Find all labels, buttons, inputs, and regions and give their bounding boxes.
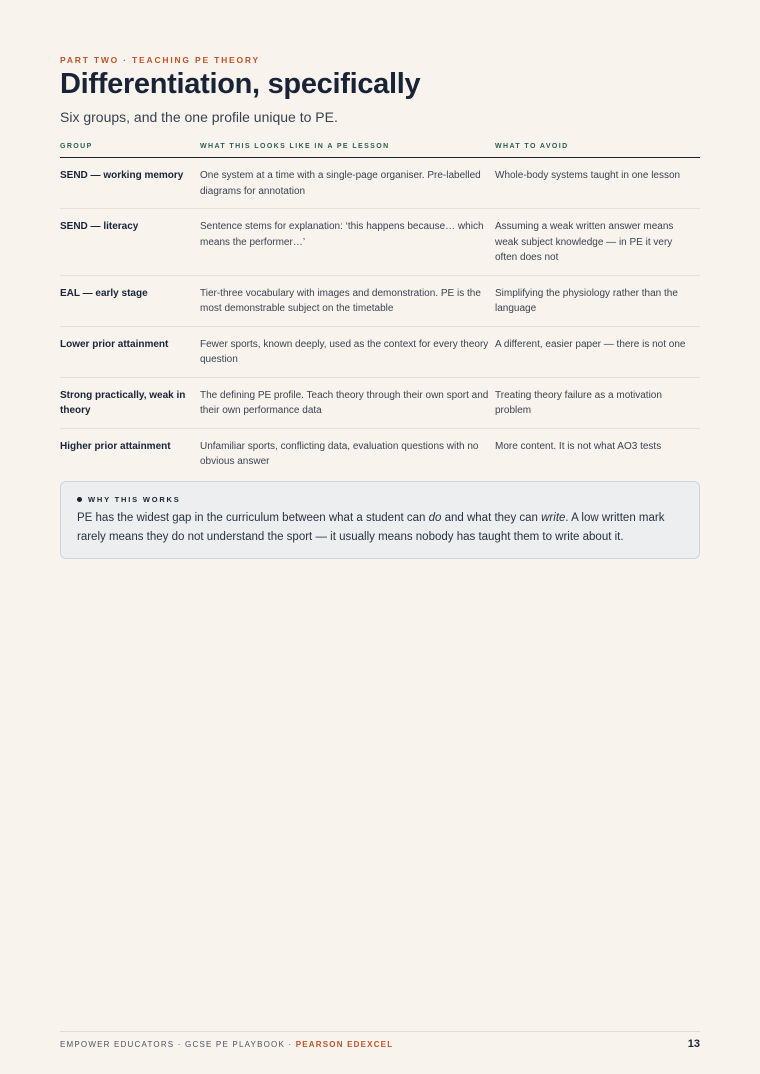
group-cell: Higher prior attainment xyxy=(60,440,171,452)
looks-like-cell: The defining PE profile. Teach theory through their own sport and their own performance data xyxy=(200,377,495,428)
page-number: 13 xyxy=(687,1038,700,1050)
table-row xyxy=(60,209,700,276)
group-cell: SEND — working memory xyxy=(60,158,200,209)
table-row xyxy=(60,377,700,428)
document-page xyxy=(60,0,700,1074)
column-header-avoid: WHAT TO AVOID xyxy=(495,143,700,158)
callout-label-text: WHY THIS WORKS xyxy=(88,495,181,504)
avoid-cell: Whole-body systems taught in one lesson xyxy=(495,158,700,209)
avoid-cell: Assuming a weak written answer means weak subject knowledge — in PE it very often does not xyxy=(495,209,700,276)
table-row xyxy=(60,428,700,479)
looks-like-cell: One system at a time with a single-page organiser. Pre-labelled diagrams for annotation xyxy=(200,158,495,209)
page-subtitle: Six groups, and the one profile unique to PE. xyxy=(60,109,338,125)
callout-text-part: . A low written mark rarely means they do not understand the sport — it usually means nobody has taught them to write about it. xyxy=(77,512,665,543)
callout-body xyxy=(77,509,683,547)
table-row xyxy=(60,326,700,377)
callout-label xyxy=(77,495,683,504)
looks-like-cell: Tier-three vocabulary with images and demonstration. PE is the most demonstrable subject on the timetable xyxy=(200,275,495,326)
column-header-group: GROUP xyxy=(60,143,200,158)
page-title: Differentiation, specifically xyxy=(60,68,421,100)
column-header-looks-like: WHAT THIS LOOKS LIKE IN A PE LESSON xyxy=(200,143,495,158)
callout-text-part: PE has the widest gap in the curriculum between what a student can xyxy=(77,512,429,524)
avoid-cell: A different, easier paper — there is not one xyxy=(495,326,700,377)
group-cell: Strong practically, weak in theory xyxy=(60,377,200,428)
looks-like-cell: Sentence stems for explanation: ‘this happens because… which means the performer…’ xyxy=(200,209,495,276)
avoid-cell: More content. It is not what AO3 tests xyxy=(495,440,662,452)
footer-brand: PEARSON EDEXCEL xyxy=(295,1040,394,1049)
footer-credit-text: EMPOWER EDUCATORS · GCSE PE PLAYBOOK · xyxy=(60,1040,296,1049)
footer-divider xyxy=(60,1031,700,1032)
group-cell: EAL — early stage xyxy=(60,275,200,326)
footer-credit xyxy=(60,1040,393,1049)
table-row xyxy=(60,158,700,209)
group-cell: SEND — literacy xyxy=(60,209,200,276)
looks-like-cell: Fewer sports, known deeply, used as the context for every theory question xyxy=(200,326,495,377)
why-this-works-callout xyxy=(60,481,700,559)
callout-text-part: and what they can xyxy=(441,512,542,524)
callout-emphasis-do: do xyxy=(428,512,442,524)
group-cell: Lower prior attainment xyxy=(60,326,200,377)
looks-like-cell: Unfamiliar sports, conflicting data, evaluation questions with no obvious answer xyxy=(200,440,479,467)
callout-emphasis-write: write xyxy=(541,512,566,524)
avoid-cell: Treating theory failure as a motivation problem xyxy=(495,377,700,428)
section-eyebrow: PART TWO · TEACHING PE THEORY xyxy=(60,55,261,65)
avoid-cell: Simplifying the physiology rather than the language xyxy=(495,275,700,326)
bullet-dot-icon xyxy=(77,497,82,502)
table-row xyxy=(60,275,700,326)
differentiation-table xyxy=(60,143,700,479)
table-header-row xyxy=(60,143,700,158)
